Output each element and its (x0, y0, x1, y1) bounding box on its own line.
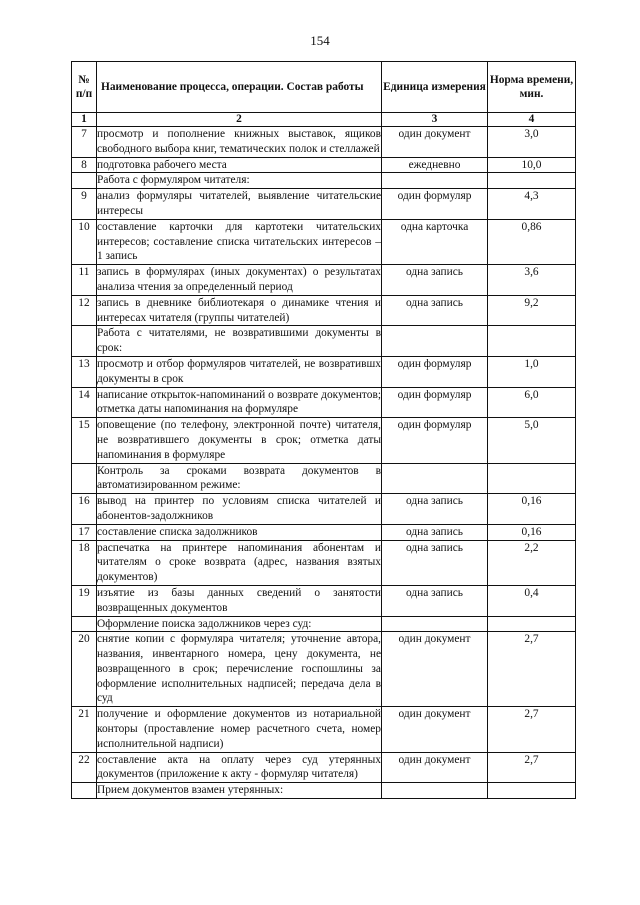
row-norm: 2,7 (488, 632, 576, 707)
page-number: 154 (310, 33, 330, 48)
row-description: Оформление поиска задолжников через суд: (97, 616, 382, 632)
row-norm: 5,0 (488, 418, 576, 463)
row-norm: 0,16 (488, 494, 576, 525)
table-row (72, 752, 576, 783)
table-row (72, 524, 576, 540)
row-unit: одна запись (382, 494, 488, 525)
row-unit (382, 173, 488, 189)
row-unit: одна запись (382, 585, 488, 616)
row-number (72, 783, 97, 799)
row-description: подготовка рабочего места (97, 157, 382, 173)
row-number: 14 (72, 387, 97, 418)
row-unit: один документ (382, 127, 488, 158)
table-row (72, 585, 576, 616)
row-unit (382, 463, 488, 494)
row-number: 21 (72, 707, 97, 752)
row-description: получение и оформление документов из нотариальной конторы (проставление номер расчетного счета, номер исполнительной надписи) (97, 707, 382, 752)
row-number: 20 (72, 632, 97, 707)
row-description: просмотр и отбор формуляров читателей, не возвратившх документы в срок (97, 356, 382, 387)
header-name: Наименование процесса, операции. Состав работы (97, 62, 382, 113)
column-index: 1 (72, 113, 97, 127)
row-unit (382, 326, 488, 357)
row-norm: 1,0 (488, 356, 576, 387)
table-row (72, 632, 576, 707)
row-description: запись в дневнике библиотекаря о динамике чтения и интересах читателя (группы читателей) (97, 295, 382, 326)
row-number (72, 463, 97, 494)
header-norm: Норма времени, мин. (488, 62, 576, 113)
row-unit: один документ (382, 752, 488, 783)
row-number: 15 (72, 418, 97, 463)
row-norm: 4,3 (488, 189, 576, 220)
row-description: составление списка задолжников (97, 524, 382, 540)
row-norm (488, 463, 576, 494)
row-description: изъятие из базы данных сведений о занятости возвращенных документов (97, 585, 382, 616)
header-unit: Единица измерения (382, 62, 488, 113)
row-unit: ежедневно (382, 157, 488, 173)
column-index: 2 (97, 113, 382, 127)
table-row (72, 295, 576, 326)
norms-table (71, 61, 576, 799)
row-number: 9 (72, 189, 97, 220)
table-body (72, 127, 576, 799)
row-norm: 0,16 (488, 524, 576, 540)
row-norm (488, 783, 576, 799)
row-description: Работа с читателями, не возвратившими документы в срок: (97, 326, 382, 357)
table-row (72, 173, 576, 189)
row-number: 7 (72, 127, 97, 158)
row-number: 16 (72, 494, 97, 525)
column-index: 3 (382, 113, 488, 127)
table-row (72, 783, 576, 799)
row-number: 12 (72, 295, 97, 326)
row-description: Прием документов взамен утерянных: (97, 783, 382, 799)
row-norm (488, 326, 576, 357)
row-unit: один формуляр (382, 387, 488, 418)
table-row (72, 189, 576, 220)
row-unit: одна запись (382, 265, 488, 296)
row-number: 17 (72, 524, 97, 540)
row-norm: 3,6 (488, 265, 576, 296)
table-row (72, 265, 576, 296)
row-description: вывод на принтер по условиям списка читателей и абонентов-задолжников (97, 494, 382, 525)
row-unit: одна запись (382, 540, 488, 585)
row-unit: одна запись (382, 524, 488, 540)
row-number: 13 (72, 356, 97, 387)
table-row (72, 540, 576, 585)
row-number (72, 326, 97, 357)
row-number: 10 (72, 219, 97, 264)
table-row (72, 219, 576, 264)
row-unit (382, 616, 488, 632)
row-description: распечатка на принтере напоминания абонентам и читателям о сроке возврата (адрес, названия взятых документов) (97, 540, 382, 585)
row-norm: 2,2 (488, 540, 576, 585)
row-norm (488, 616, 576, 632)
row-norm: 0,86 (488, 219, 576, 264)
header-num: № п/п (72, 62, 97, 113)
row-norm: 3,0 (488, 127, 576, 158)
row-unit: одна запись (382, 295, 488, 326)
row-description: Контроль за сроками возврата документов в автоматизированном режиме: (97, 463, 382, 494)
row-unit (382, 783, 488, 799)
row-description: анализ формуляры читателей, выявление читательские интересы (97, 189, 382, 220)
row-unit: один формуляр (382, 189, 488, 220)
row-description: запись в формулярах (иных документах) о результатах анализа чтения за определенный период (97, 265, 382, 296)
table-row (72, 418, 576, 463)
row-description: составление акта на оплату через суд утерянных документов (приложение к акту - формуляр читателя) (97, 752, 382, 783)
table-row (72, 463, 576, 494)
row-norm: 2,7 (488, 707, 576, 752)
row-description: составление карточки для картотеки читательских интересов; составление списка читательских интересов – 1 запись (97, 219, 382, 264)
row-norm (488, 173, 576, 189)
table-row (72, 127, 576, 158)
row-norm: 6,0 (488, 387, 576, 418)
row-unit: один формуляр (382, 356, 488, 387)
table-row (72, 707, 576, 752)
table-header-row (72, 62, 576, 113)
row-description: просмотр и пополнение книжных выставок, ящиков свободного выбора книг, тематических полок и стеллажей (97, 127, 382, 158)
row-norm: 0,4 (488, 585, 576, 616)
row-number: 11 (72, 265, 97, 296)
column-index-row (72, 113, 576, 127)
row-unit: один документ (382, 707, 488, 752)
row-description: написание открыток-напоминаний о возврате документов; отметка даты напоминания на формуляре (97, 387, 382, 418)
row-description: снятие копии с формуляра читателя; уточнение автора, названия, инвентарного номера, цену документа, не возвращенного в срок; перечисление госпошлины за оформление исполнительных надписей; передача дела в суд (97, 632, 382, 707)
row-description: Работа с формуляром читателя: (97, 173, 382, 189)
table-row (72, 387, 576, 418)
row-number: 19 (72, 585, 97, 616)
row-number: 8 (72, 157, 97, 173)
row-number: 22 (72, 752, 97, 783)
row-number (72, 173, 97, 189)
row-norm: 2,7 (488, 752, 576, 783)
row-unit: одна карточка (382, 219, 488, 264)
table-row (72, 157, 576, 173)
table-row (72, 616, 576, 632)
table-row (72, 326, 576, 357)
row-unit: один формуляр (382, 418, 488, 463)
row-norm: 9,2 (488, 295, 576, 326)
row-number (72, 616, 97, 632)
row-norm: 10,0 (488, 157, 576, 173)
row-description: оповещение (по телефону, электронной почте) читателя, не возвратившего документы в срок; отметка даты напоминания в формуляре (97, 418, 382, 463)
row-unit: один документ (382, 632, 488, 707)
table-row (72, 494, 576, 525)
row-number: 18 (72, 540, 97, 585)
table-row (72, 356, 576, 387)
column-index: 4 (488, 113, 576, 127)
